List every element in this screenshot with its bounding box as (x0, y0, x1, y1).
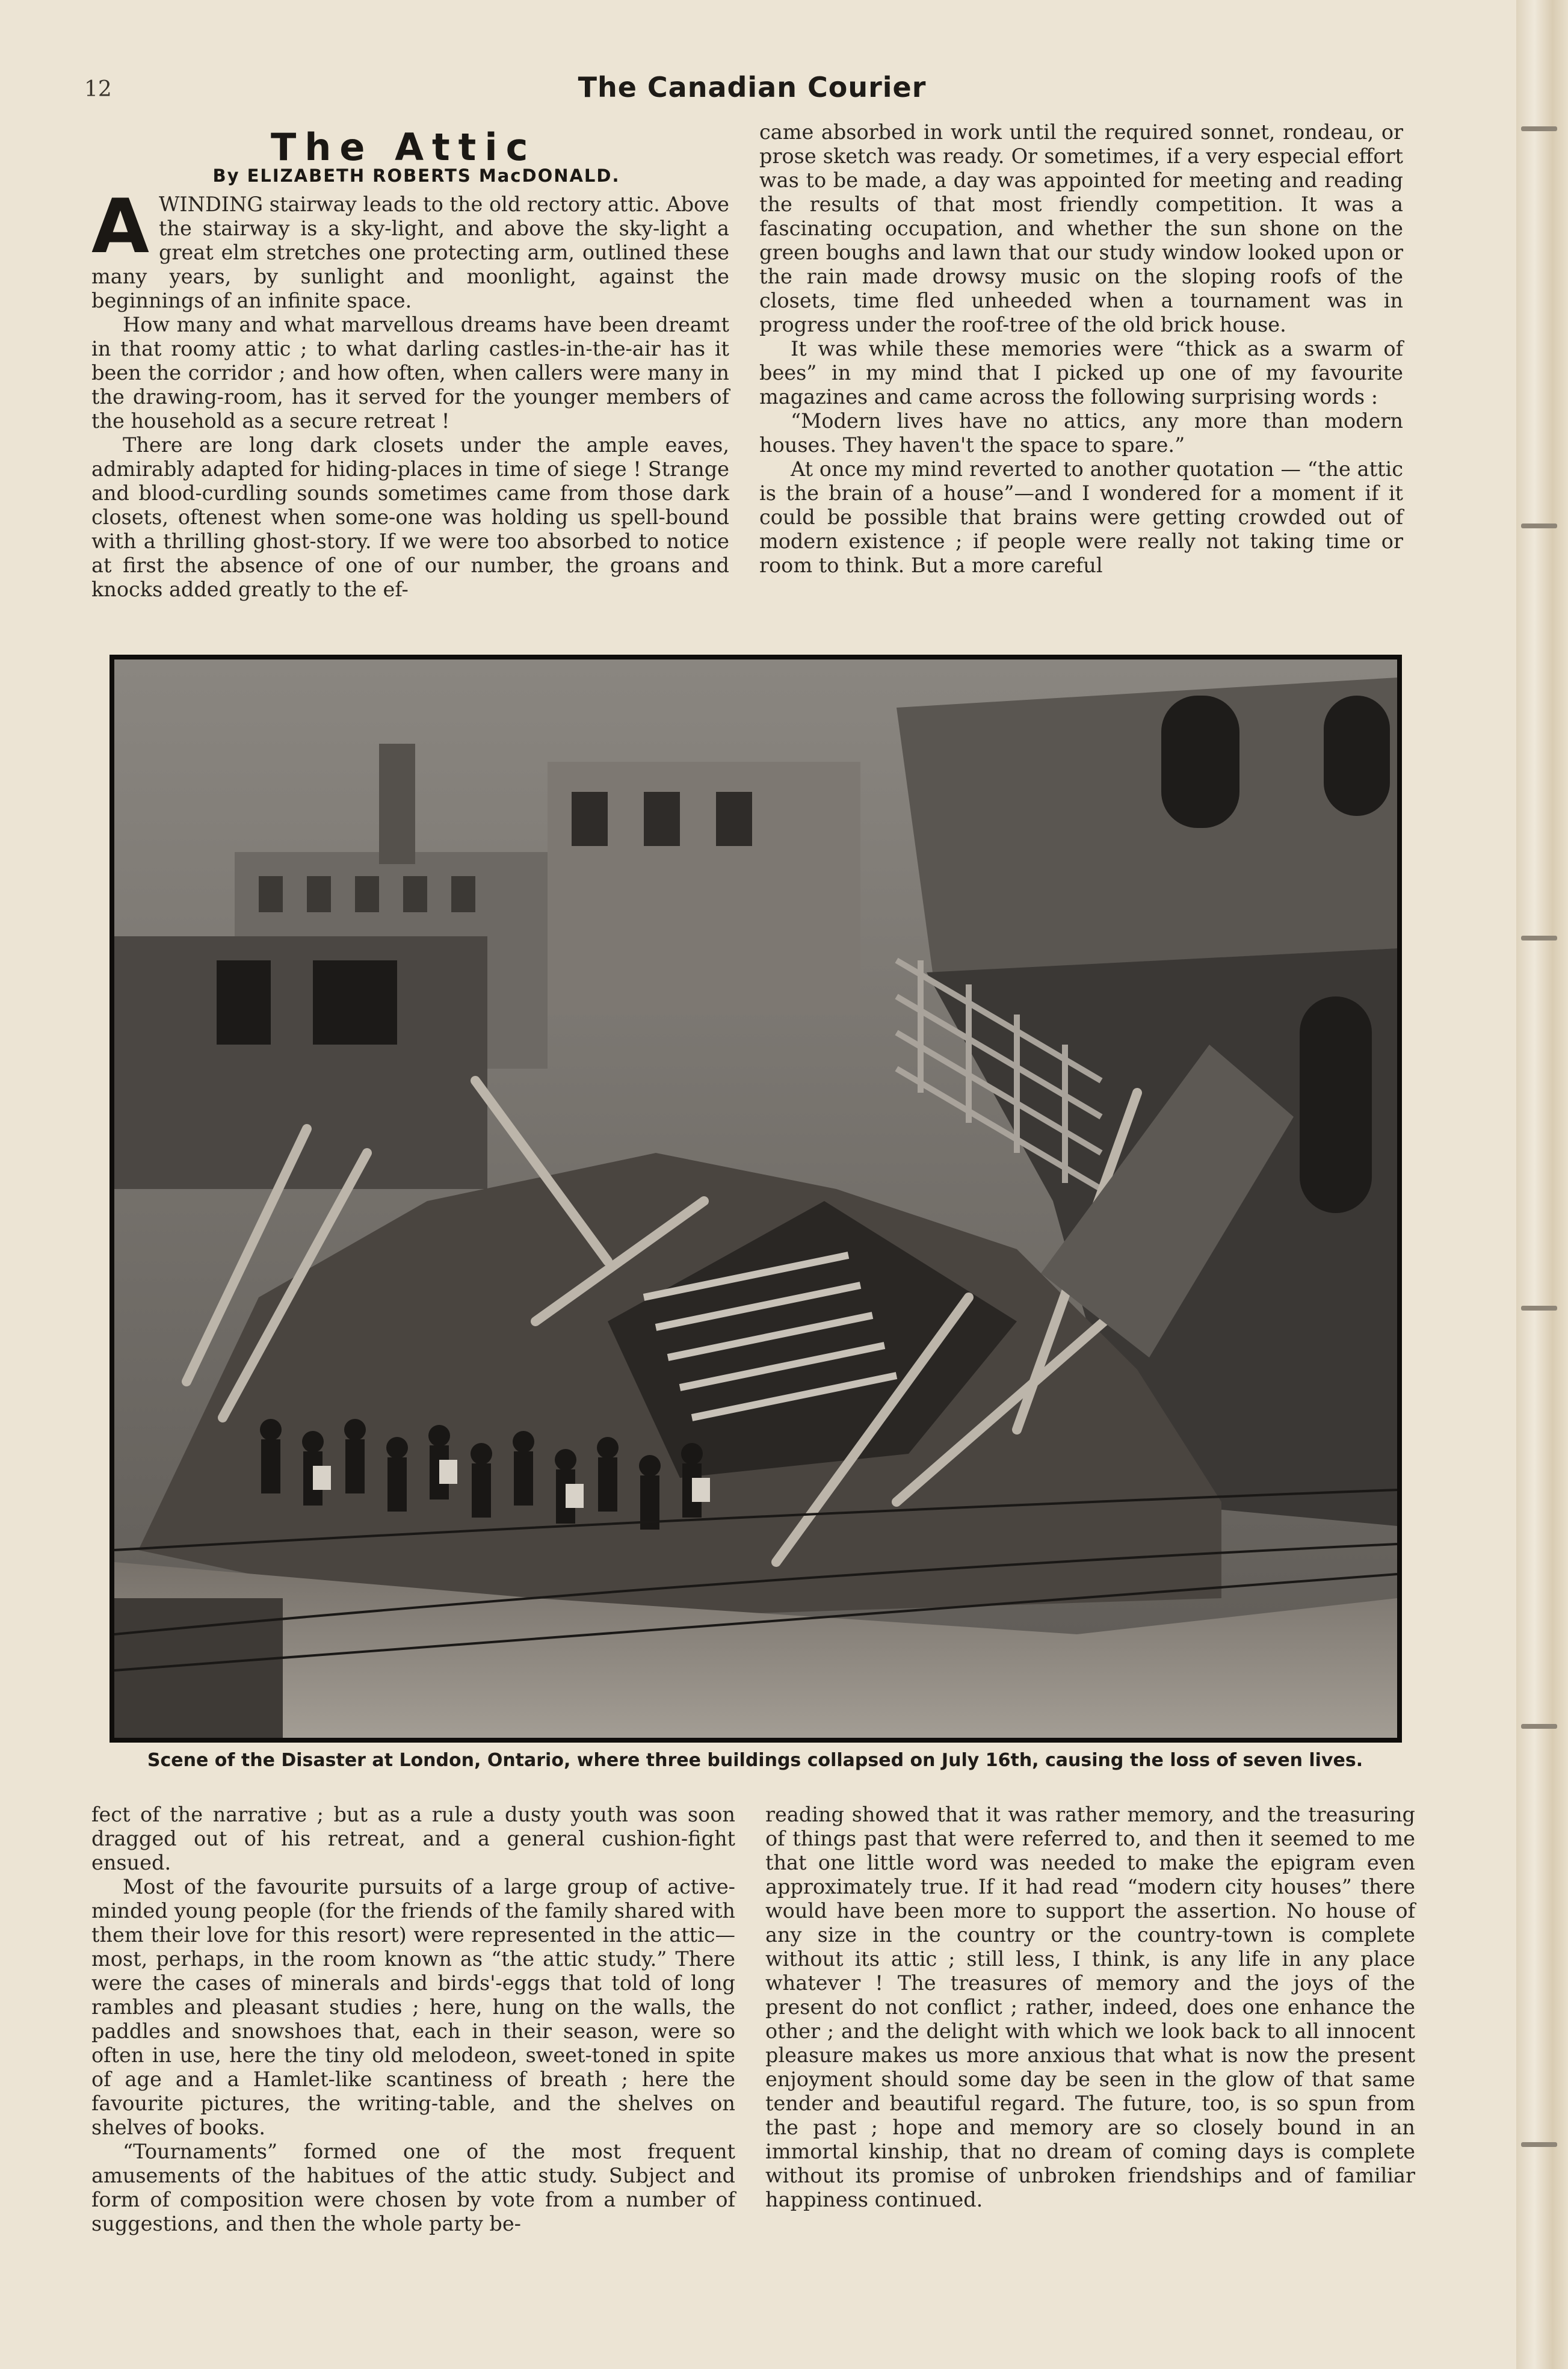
paragraph: “Modern lives have no attics, any more than modern houses. They haven't the space to spare.” (759, 409, 1403, 457)
article-column-1 (91, 184, 729, 602)
binding-stitch (1521, 1724, 1557, 1729)
binding-spine (1516, 0, 1568, 2369)
photo-illustration (114, 659, 1397, 1738)
binding-stitch (1521, 2142, 1557, 2147)
paragraph: It was while these memories were “thick as a swarm of bees” in my mind that I picked up one of my favourite magazines and came across the following surprising words : (759, 337, 1403, 409)
article-column-4 (765, 1803, 1415, 2212)
article-column-2 (759, 120, 1403, 578)
article-title: The Attic (271, 125, 537, 169)
paragraph (91, 184, 729, 313)
article-byline: By ELIZABETH ROBERTS MacDONALD. (212, 165, 620, 186)
article-column-3 (91, 1803, 735, 2236)
paragraph: There are long dark closets under the ample eaves, admirably adapted for hiding-places in time of siege ! Strange and blood-curdling sounds sometimes came from those dark closets, oftenest when some-one was holding us spell-bound with a thrilling ghost-story. If we were too absorbed to notice at first the absence of one of our number, the groans and knocks added greatly to the ef- (91, 433, 729, 601)
binding-stitch (1521, 524, 1557, 528)
page-number: 12 (84, 77, 112, 102)
paragraph: came absorbed in work until the required sonnet, rondeau, or prose sketch was ready. Or sometimes, if a very especial effort was to be made, a day was appointed for meeting and reading the results of that most friendly competition. It was a fascinating occupation, and whether the sun shone on the green boughs and lawn that our study window looked upon or the rain made drowsy music on the sloping roofs of the closets, time fled unheeded when a tournament was in progress under the roof-tree of the old brick house. (759, 120, 1403, 336)
paragraph: How many and what marvellous dreams have been dreamt in that roomy attic ; to what darling castles-in-the-air has it been the corridor ; and how often, when callers were many in the drawing-room, has it served for the younger members of the household as a secure retreat ! (91, 313, 729, 433)
binding-stitch (1521, 126, 1557, 131)
paragraph: fect of the narrative ; but as a rule a dusty youth was soon dragged out of his retreat, and a general cushion-fight ensued. (91, 1803, 735, 1874)
binding-stitch (1521, 936, 1557, 940)
photo-caption: Scene of the Disaster at London, Ontario, where three buildings collapsed on July 16th, causing the loss of seven lives. (147, 1750, 1363, 1771)
paragraph: “Tournaments” formed one of the most frequent amusements of the habitues of the attic study. Subject and form of composition were chosen by vote from a number of suggestions, and then the whole party be- (91, 2140, 735, 2235)
paragraph: At once my mind reverted to another quotation — “the attic is the brain of a house”—and I wondered for a moment if it could be possible that brains were getting crowded out of modern existence ; if people were really not taking time or room to think. But a more careful (759, 457, 1403, 577)
binding-stitch (1521, 1306, 1557, 1311)
drop-cap: A (91, 184, 149, 270)
disaster-photograph (110, 655, 1402, 1743)
paragraph: Most of the favourite pursuits of a large group of active-minded young people (for the friends of the family shared with them their love for this resort) were represented in the attic—most, perhaps, in the room known as “the attic study.” There were the cases of minerals and birds'-eggs that told of long rambles and pleasant studies ; here, hung on the walls, the paddles and snowshoes that, each in their season, were so often in use, here the tiny old melodeon, sweet-toned in spite of age and a Hamlet-like scantiness of breath ; here the favourite pictures, the writing-table, and the shelves on shelves of books. (91, 1875, 735, 2139)
publication-title: The Canadian Courier (578, 71, 927, 103)
paragraph-text: WINDING stairway leads to the old rectory attic. Above the stairway is a sky-light, and above the sky-light a great elm stretches one protecting arm, outlined these many years, by sunlight and moonlight, against the beginnings of an infinite space. (91, 193, 729, 312)
paragraph: reading showed that it was rather memory, and the treasuring of things past that were referred to, and then it seemed to me that one little word was needed to make the epigram even approximately true. If it had read “modern city houses” there would have been more to support the assertion. No house of any size in the country or the country-town is complete without its attic ; still less, I think, is any life in any place whatever ! The treasures of memory and the joys of the present do not conflict ; rather, indeed, does one enhance the other ; and the delight with which we look back to all innocent pleasure makes us more anxious that what is now the present enjoyment should some day be seen in the glow of that same tender and beautiful regard. The future, too, is so spun from the past ; hope and memory are so closely bound in an immortal kinship, that no dream of coming days is complete without its promise of unbroken friendships and of familiar happiness continued. (765, 1803, 1415, 2211)
